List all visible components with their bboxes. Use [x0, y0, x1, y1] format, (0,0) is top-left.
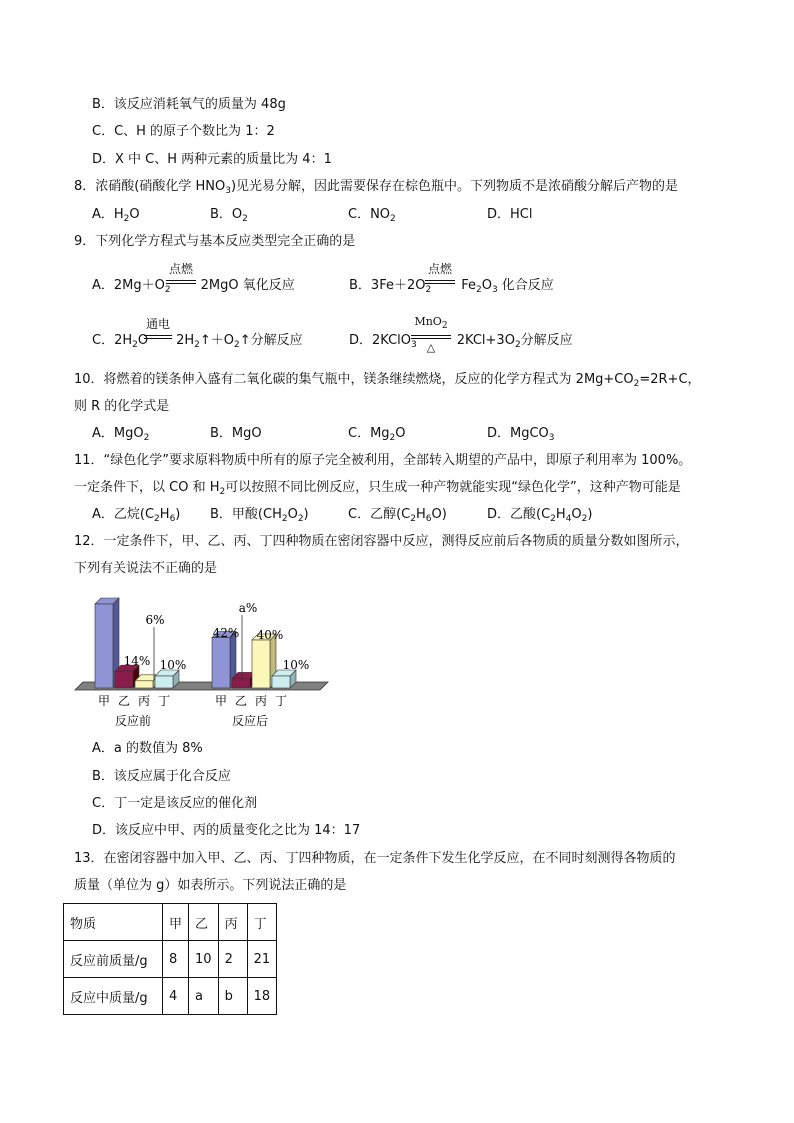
mass-table [63, 903, 277, 1015]
data-label: 10% [159, 658, 187, 672]
q9-option-b: B．$3Fe+2O_2$ $Fe_2O_3$ 化合反应 [349, 278, 554, 295]
q11-stem-2: 一定条件下，以 CO 和 $H_2$可以按照不同比例反应，只生成一种产物就能实现“绿色化学”，这种产物可能是 [74, 480, 681, 497]
q10-option-c: C．$Mg_2O$ [348, 426, 406, 443]
bar [272, 676, 290, 688]
category-label: 乙 [234, 694, 248, 708]
q13-stem-2: 质量（单位为 g）如表所示。下列说法正确的是 [74, 878, 347, 893]
q9-option-c: C．$2H_2O$ $2H_2↑+O_2↑$分解反应 [92, 333, 303, 350]
mass-fraction-chart [70, 596, 330, 736]
table-header-cell: 甲 [163, 904, 189, 941]
q12-option-a: A．a 的数值为 8% [92, 741, 203, 756]
data-label: 6% [145, 613, 165, 627]
bar [252, 640, 270, 688]
q8-option-a: A．$H_2O$ [92, 207, 140, 224]
table-cell: 2 [218, 941, 247, 978]
table-row [64, 941, 277, 978]
table-cell: 8 [163, 941, 189, 978]
q11-stem: 11．“绿色化学”要求原料物质中所有的原子完全被利用，全部转入期望的产品中，即原子利用率为 100%。 [74, 453, 692, 468]
q10-stem: 10．将燃着的镁条伸入盛有二氧化碳的集气瓶中，镁条继续燃烧，反应的化学方程式为 $2Mg+CO_2=2R+C$， [74, 372, 701, 389]
q8-option-c: C．$NO_2$ [348, 207, 396, 224]
q9-option-a: A．$2Mg+O_2$ 2MgO 氧化反应 [92, 278, 295, 295]
q10-stem-2: 则 R 的化学式是 [74, 399, 170, 414]
q9-d-equals-sign [411, 335, 451, 339]
bar [232, 678, 250, 688]
category-label: 乙 [117, 694, 131, 708]
q10-option-b: B．MgO [210, 426, 262, 441]
category-label: 甲 [214, 694, 228, 708]
q9-d-heat-symbol: △ [426, 341, 436, 354]
bar [115, 671, 133, 688]
q7-option-c: C．C、H 的原子个数比为 1：2 [92, 124, 275, 139]
q11-option-a: A．乙烷$(C_2H_6)$ [92, 507, 181, 524]
category-label: 丙 [254, 694, 268, 708]
data-label: 40% [256, 628, 284, 642]
table-header-cell: 丙 [218, 904, 247, 941]
q9-stem: 9．下列化学方程式与基本反应类型完全正确的是 [74, 234, 356, 249]
table-row [64, 978, 277, 1015]
data-label: 14% [123, 654, 151, 668]
q9-b-condition: 点燃 [427, 262, 452, 276]
table-header-cell: 乙 [189, 904, 219, 941]
q12-stem: 12．一定条件下，甲、乙、丙、丁四种物质在密闭容器中反应，测得反应前后各物质的质量分数如图所示， [74, 534, 689, 549]
q12-option-d: D．该反应中甲、丙的质量变化之比为 14：17 [92, 823, 361, 838]
q9-c-condition: 通电 [145, 317, 170, 331]
table-header-cell: 丁 [247, 904, 277, 941]
bar [155, 676, 173, 688]
q13-stem: 13．在密闭容器中加入甲、乙、丙、丁四种物质，在一定条件下发生化学反应，在不同时刻测得各物质的 [74, 851, 676, 866]
table-cell: a [189, 978, 219, 1015]
q9-option-d: D．2KClO$_3$ $2KCl+3O_2$分解反应 [349, 333, 573, 350]
group-label: 反应前 [114, 714, 152, 728]
q9-d-catalyst: MnO$_2$ [414, 315, 448, 331]
q12-stem-2: 下列有关说法不正确的是 [74, 561, 218, 576]
q8-stem: 8．浓硝酸(硝酸化学 $HNO_3$)见光易分解，因此需要保存在棕色瓶中。下列物质不是浓硝酸分解后产物的是 [74, 179, 679, 196]
q12-option-b: B．该反应属于化合反应 [92, 769, 231, 784]
q11-option-d: D．乙酸$(C_2H_4O_2)$ [487, 507, 593, 524]
group-label: 反应后 [231, 714, 269, 728]
category-label: 丙 [137, 694, 151, 708]
q9-b-equals-sign [425, 280, 455, 284]
category-label: 甲 [97, 694, 111, 708]
q8-option-b: B．$O_2$ [210, 207, 248, 224]
table-cell: 反应中质量/g [64, 978, 163, 1015]
table-header-row [64, 904, 277, 941]
bar [95, 604, 113, 688]
data-label: 42% [212, 626, 240, 640]
table-cell: 18 [247, 978, 277, 1015]
q10-option-d: D．MgCO$_3$ [487, 426, 555, 443]
q9-a-equals-sign [166, 280, 196, 284]
q8-option-d: D．HCl [487, 207, 533, 222]
q11-option-c: C．乙醇$(C_2H_6O)$ [348, 507, 447, 524]
q9-a-condition: 点燃 [168, 262, 193, 276]
table-cell: 10 [189, 941, 219, 978]
table-cell: 反应前质量/g [64, 941, 163, 978]
q10-option-a: A．MgO$_2$ [92, 426, 150, 443]
bar [135, 681, 153, 688]
data-label: 10% [282, 658, 310, 672]
category-label: 丁 [274, 694, 288, 708]
table-cell: b [218, 978, 247, 1015]
q7-option-d: D．X 中 C、H 两种元素的质量比为 4：1 [92, 152, 332, 167]
bar [212, 638, 230, 688]
table-header-cell: 物质 [64, 904, 163, 941]
category-label: 丁 [157, 694, 171, 708]
q9-c-equals-sign [144, 335, 172, 339]
table-cell: 21 [247, 941, 277, 978]
q7-option-b: B．该反应消耗氧气的质量为 48g [92, 97, 286, 112]
q11-option-b: B．甲酸$(CH_2O_2)$ [210, 507, 309, 524]
q12-option-c: C．丁一定是该反应的催化剂 [92, 796, 258, 811]
table-cell: 4 [163, 978, 189, 1015]
data-label: a% [238, 601, 258, 615]
